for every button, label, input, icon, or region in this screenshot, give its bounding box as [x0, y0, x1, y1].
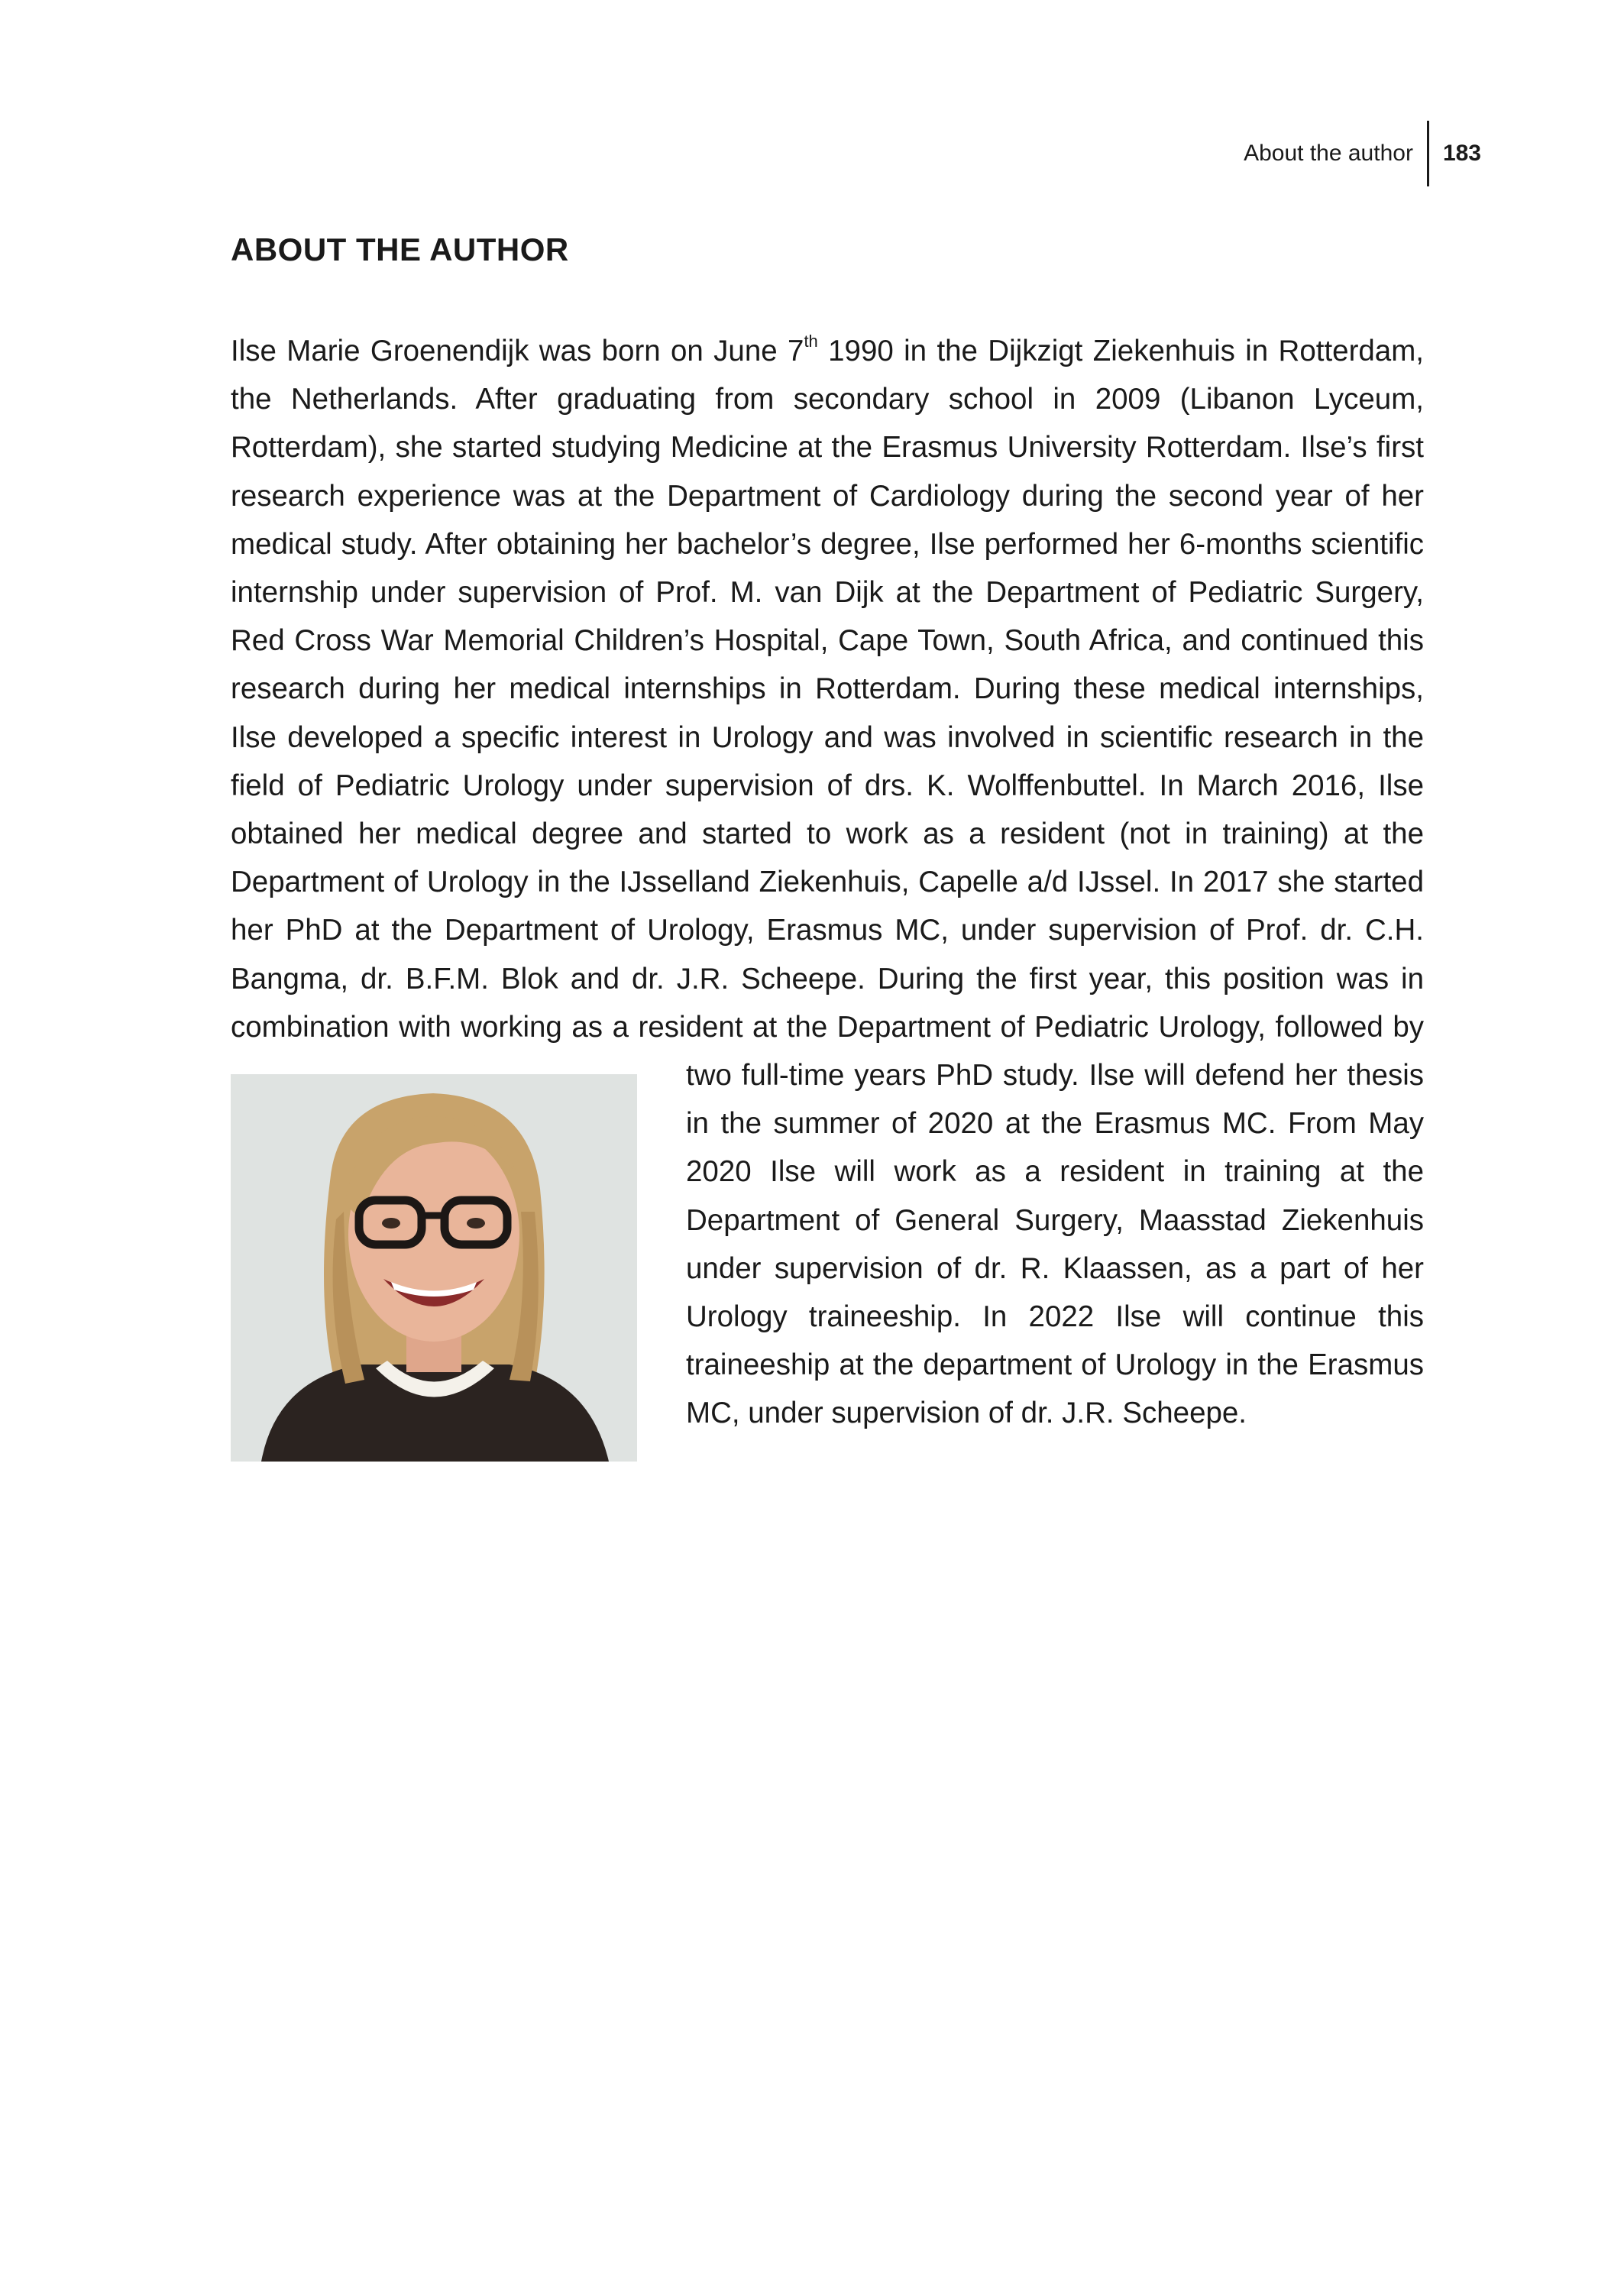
portrait-image — [231, 1074, 637, 1462]
bio-part-1: Ilse Marie Groenendijk was born on June 7th 1990 in the Dijkzigt Ziekenhuis in Rotterdam, the Netherlands. After graduating from secondary school in 2009 (Libanon Lyceum, Rotterdam), she started studying Medicine at the Erasmus University Rotterdam. Ilse’s first research experience was at the Department of Cardiology during the second year of her medical study. After obtaining her bachelor’s degree, Ilse performed her 6-months scientific internship under supervision of Prof. M. van Dijk at the Department of Pediatric Surgery, Red Cross War Memorial Children’s Hospital, Cape Town, South Africa, and continued this research during her medical internships in Rotterdam. During these medical internships, Ilse developed a specific interest in Urology and was involved in scientific research in the field of Pediatric Urology under supervision of drs. K. Wolffenbuttel. In March 2016, Ilse obtained her medical degree and started to work as a resident (not in training) at the Department of Urology in the IJsselland Ziekenhuis, Capelle a/d IJssel. In 2017 she started her PhD at the Department of Urology, Erasmus MC, under supervision of Prof. dr. C.H. Bangma, dr. B.F.M. Blok and dr. J.R. Scheepe. During the first year, this position was in combination with working as a resident at the Department of Pediatric — [231, 332, 1424, 1044]
author-photo — [231, 1074, 637, 1462]
running-head-section: About the author — [1244, 121, 1429, 186]
bio-part-2: Urology, followed by two full-time years PhD study. Ilse will defend her thesis in the summer of 2020 at the Erasmus MC. From May 2020 Ilse will work as a resident in training at the Department of General Surgery, Maasstad Ziekenhuis under supervision of dr. R. Klaassen, as a part of her Urology traineeship. In 2022 Ilse will continue this traineeship at the department of Urology in the Erasmus MC, under supervision of dr. J.R. Scheepe. — [686, 1010, 1425, 1430]
page-number: 183 — [1442, 141, 1481, 166]
chapter-title: ABOUT THE AUTHOR — [231, 231, 569, 267]
author-bio — [231, 327, 1424, 1462]
running-head — [1244, 121, 1481, 186]
birth-date-superscript: th — [804, 332, 818, 351]
